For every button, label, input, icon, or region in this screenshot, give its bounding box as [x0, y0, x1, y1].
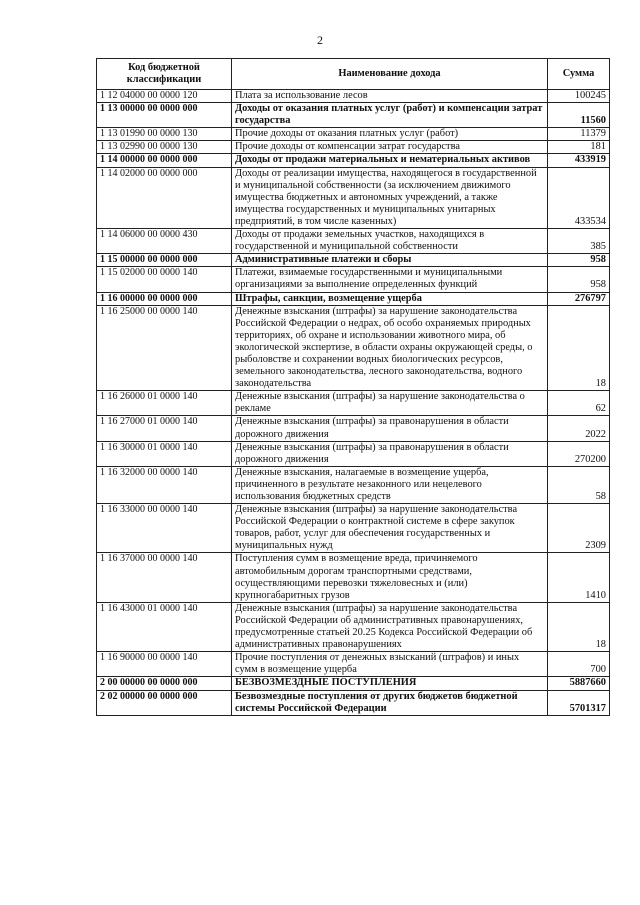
row-code: 1 16 90000 00 0000 140	[97, 652, 232, 677]
table-body	[97, 90, 610, 716]
row-code: 1 16 00000 00 0000 000	[97, 292, 232, 305]
row-sum: 433919	[548, 154, 610, 167]
row-sum: 958	[548, 267, 610, 292]
row-code: 1 13 01990 00 0000 130	[97, 128, 232, 141]
row-name: Прочие доходы от компенсации затрат государства	[232, 141, 548, 154]
row-name: Денежные взыскания (штрафы) за правонарушения в области дорожного движения	[232, 441, 548, 466]
row-sum: 700	[548, 652, 610, 677]
row-sum: 62	[548, 391, 610, 416]
row-code: 1 15 00000 00 0000 000	[97, 254, 232, 267]
row-code: 2 00 00000 00 0000 000	[97, 677, 232, 690]
row-name: Безвозмездные поступления от других бюджетов бюджетной системы Российской Федерации	[232, 690, 548, 715]
table-row	[97, 416, 610, 441]
row-name: Денежные взыскания (штрафы) за нарушение законодательства Российской Федерации об административных правонарушениях, предусмотренные статьей 20.25 Кодекса Российской Федерации об административных правонарушениях	[232, 602, 548, 651]
row-sum: 2022	[548, 416, 610, 441]
row-code: 1 16 43000 01 0000 140	[97, 602, 232, 651]
row-sum: 385	[548, 229, 610, 254]
row-name: Прочие доходы от оказания платных услуг (работ)	[232, 128, 548, 141]
row-sum: 18	[548, 305, 610, 391]
row-sum: 5887660	[548, 677, 610, 690]
table-row	[97, 441, 610, 466]
row-name: Денежные взыскания, налагаемые в возмещение ущерба, причиненного в результате незаконного или нецелевого использования бюджетных средств	[232, 466, 548, 503]
row-name: Доходы от оказания платных услуг (работ) и компенсации затрат государства	[232, 103, 548, 128]
row-code: 1 16 37000 00 0000 140	[97, 553, 232, 602]
row-name: Штрафы, санкции, возмещение ущерба	[232, 292, 548, 305]
row-sum: 1410	[548, 553, 610, 602]
table-row	[97, 90, 610, 103]
table-row	[97, 305, 610, 391]
table-row	[97, 504, 610, 553]
row-name: Денежные взыскания (штрафы) за нарушение законодательства Российской Федерации о контрактной системе в сфере закупок товаров, работ, услуг для обеспечения государственных и муниципальных нужд	[232, 504, 548, 553]
row-name: Административные платежи и сборы	[232, 254, 548, 267]
revenue-table	[96, 58, 610, 716]
row-code: 2 02 00000 00 0000 000	[97, 690, 232, 715]
row-code: 1 14 02000 00 0000 000	[97, 167, 232, 228]
row-name: Денежные взыскания (штрафы) за правонарушения в области дорожного движения	[232, 416, 548, 441]
row-code: 1 16 27000 01 0000 140	[97, 416, 232, 441]
row-sum: 270200	[548, 441, 610, 466]
row-code: 1 16 33000 00 0000 140	[97, 504, 232, 553]
row-sum: 5701317	[548, 690, 610, 715]
table-row	[97, 128, 610, 141]
table-row	[97, 267, 610, 292]
row-code: 1 16 26000 01 0000 140	[97, 391, 232, 416]
row-sum: 11560	[548, 103, 610, 128]
table-row	[97, 167, 610, 228]
table-row	[97, 391, 610, 416]
table-row	[97, 553, 610, 602]
page-number: 2	[317, 33, 323, 47]
table-row	[97, 229, 610, 254]
row-code: 1 13 00000 00 0000 000	[97, 103, 232, 128]
row-code: 1 14 00000 00 0000 000	[97, 154, 232, 167]
row-code: 1 12 04000 00 0000 120	[97, 90, 232, 103]
table-header-row	[97, 59, 610, 90]
row-name: Денежные взыскания (штрафы) за нарушение законодательства Российской Федерации о недрах, об особо охраняемых природных территориях, об охране и использовании животного мира, об экологической экспертизе, в области охраны окружающей среды, о рыболовстве и сохранении водных биологических ресурсов, земельного законодательства, лесного законодательства, водного законодательства	[232, 305, 548, 391]
row-sum: 58	[548, 466, 610, 503]
table-row	[97, 154, 610, 167]
row-name: Плата за использование лесов	[232, 90, 548, 103]
table-row	[97, 141, 610, 154]
row-sum: 276797	[548, 292, 610, 305]
row-sum: 181	[548, 141, 610, 154]
row-sum: 433534	[548, 167, 610, 228]
table-row	[97, 677, 610, 690]
row-sum: 18	[548, 602, 610, 651]
table-row	[97, 466, 610, 503]
table-row	[97, 690, 610, 715]
row-name: БЕЗВОЗМЕЗДНЫЕ ПОСТУПЛЕНИЯ	[232, 677, 548, 690]
row-sum: 958	[548, 254, 610, 267]
table-row	[97, 254, 610, 267]
row-code: 1 16 32000 00 0000 140	[97, 466, 232, 503]
column-header-sum: Сумма	[548, 59, 610, 90]
row-code: 1 16 30000 01 0000 140	[97, 441, 232, 466]
row-name: Доходы от продажи материальных и нематериальных активов	[232, 154, 548, 167]
row-name: Платежи, взимаемые государственными и муниципальными организациями за выполнение определенных функций	[232, 267, 548, 292]
row-code: 1 15 02000 00 0000 140	[97, 267, 232, 292]
row-name: Денежные взыскания (штрафы) за нарушение законодательства о рекламе	[232, 391, 548, 416]
row-name: Доходы от продажи земельных участков, находящихся в государственной и муниципальной собственности	[232, 229, 548, 254]
row-sum: 11379	[548, 128, 610, 141]
row-sum: 2309	[548, 504, 610, 553]
row-code: 1 16 25000 00 0000 140	[97, 305, 232, 391]
row-name: Поступления сумм в возмещение вреда, причиняемого автомобильным дорогам транспортными средствами, осуществляющими перевозки тяжеловесных и (или) крупногабаритных грузов	[232, 553, 548, 602]
table-row	[97, 602, 610, 651]
table-row	[97, 292, 610, 305]
row-sum: 100245	[548, 90, 610, 103]
table-row	[97, 652, 610, 677]
row-name: Прочие поступления от денежных взысканий (штрафов) и иных сумм в возмещение ущерба	[232, 652, 548, 677]
table-row	[97, 103, 610, 128]
column-header-code: Код бюджетной классификации	[97, 59, 232, 90]
row-code: 1 13 02990 00 0000 130	[97, 141, 232, 154]
row-name: Доходы от реализации имущества, находящегося в государственной и муниципальной собственности (за исключением движимого имущества бюджетных и автономных учреждений, а также имущества государственных и муниципальных унитарных предприятий, в том числе казенных)	[232, 167, 548, 228]
column-header-name: Наименование дохода	[232, 59, 548, 90]
row-code: 1 14 06000 00 0000 430	[97, 229, 232, 254]
